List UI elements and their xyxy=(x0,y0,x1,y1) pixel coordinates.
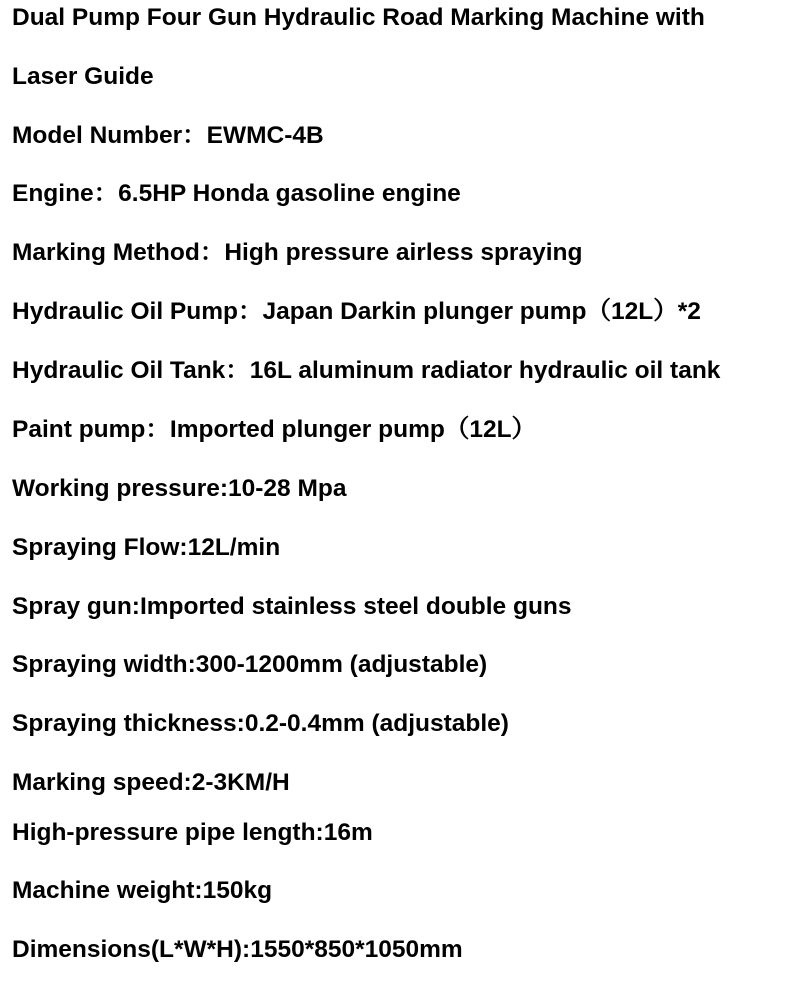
spec-marking-speed: Marking speed:2-3KM/H xyxy=(12,769,290,796)
spec-marking-method: Marking Method：High pressure airless spraying xyxy=(12,239,583,266)
spec-spraying-flow: Spraying Flow:12L/min xyxy=(12,534,281,561)
product-title-line-1: Dual Pump Four Gun Hydraulic Road Marking Machine with xyxy=(12,4,705,31)
spec-machine-weight: Machine weight:150kg xyxy=(12,877,273,904)
product-title-line-2: Laser Guide xyxy=(12,63,154,90)
spec-hydraulic-oil-tank: Hydraulic Oil Tank：16L aluminum radiator hydraulic oil tank xyxy=(12,357,721,384)
spec-dimensions: Dimensions(L*W*H):1550*850*1050mm xyxy=(12,936,463,963)
spec-paint-pump: Paint pump：Imported plunger pump（12L） xyxy=(12,416,537,443)
spec-spraying-thickness: Spraying thickness:0.2-0.4mm (adjustable) xyxy=(12,710,509,737)
spec-spray-gun: Spray gun:Imported stainless steel double guns xyxy=(12,593,572,620)
spec-engine: Engine：6.5HP Honda gasoline engine xyxy=(12,180,461,207)
spec-spraying-width: Spraying width:300-1200mm (adjustable) xyxy=(12,651,488,678)
spec-model-number: Model Number：EWMC-4B xyxy=(12,122,324,149)
spec-pipe-length: High-pressure pipe length:16m xyxy=(12,819,373,846)
spec-working-pressure: Working pressure:10-28 Mpa xyxy=(12,475,347,502)
spec-hydraulic-oil-pump: Hydraulic Oil Pump：Japan Darkin plunger pump（12L）*2 xyxy=(12,298,701,325)
